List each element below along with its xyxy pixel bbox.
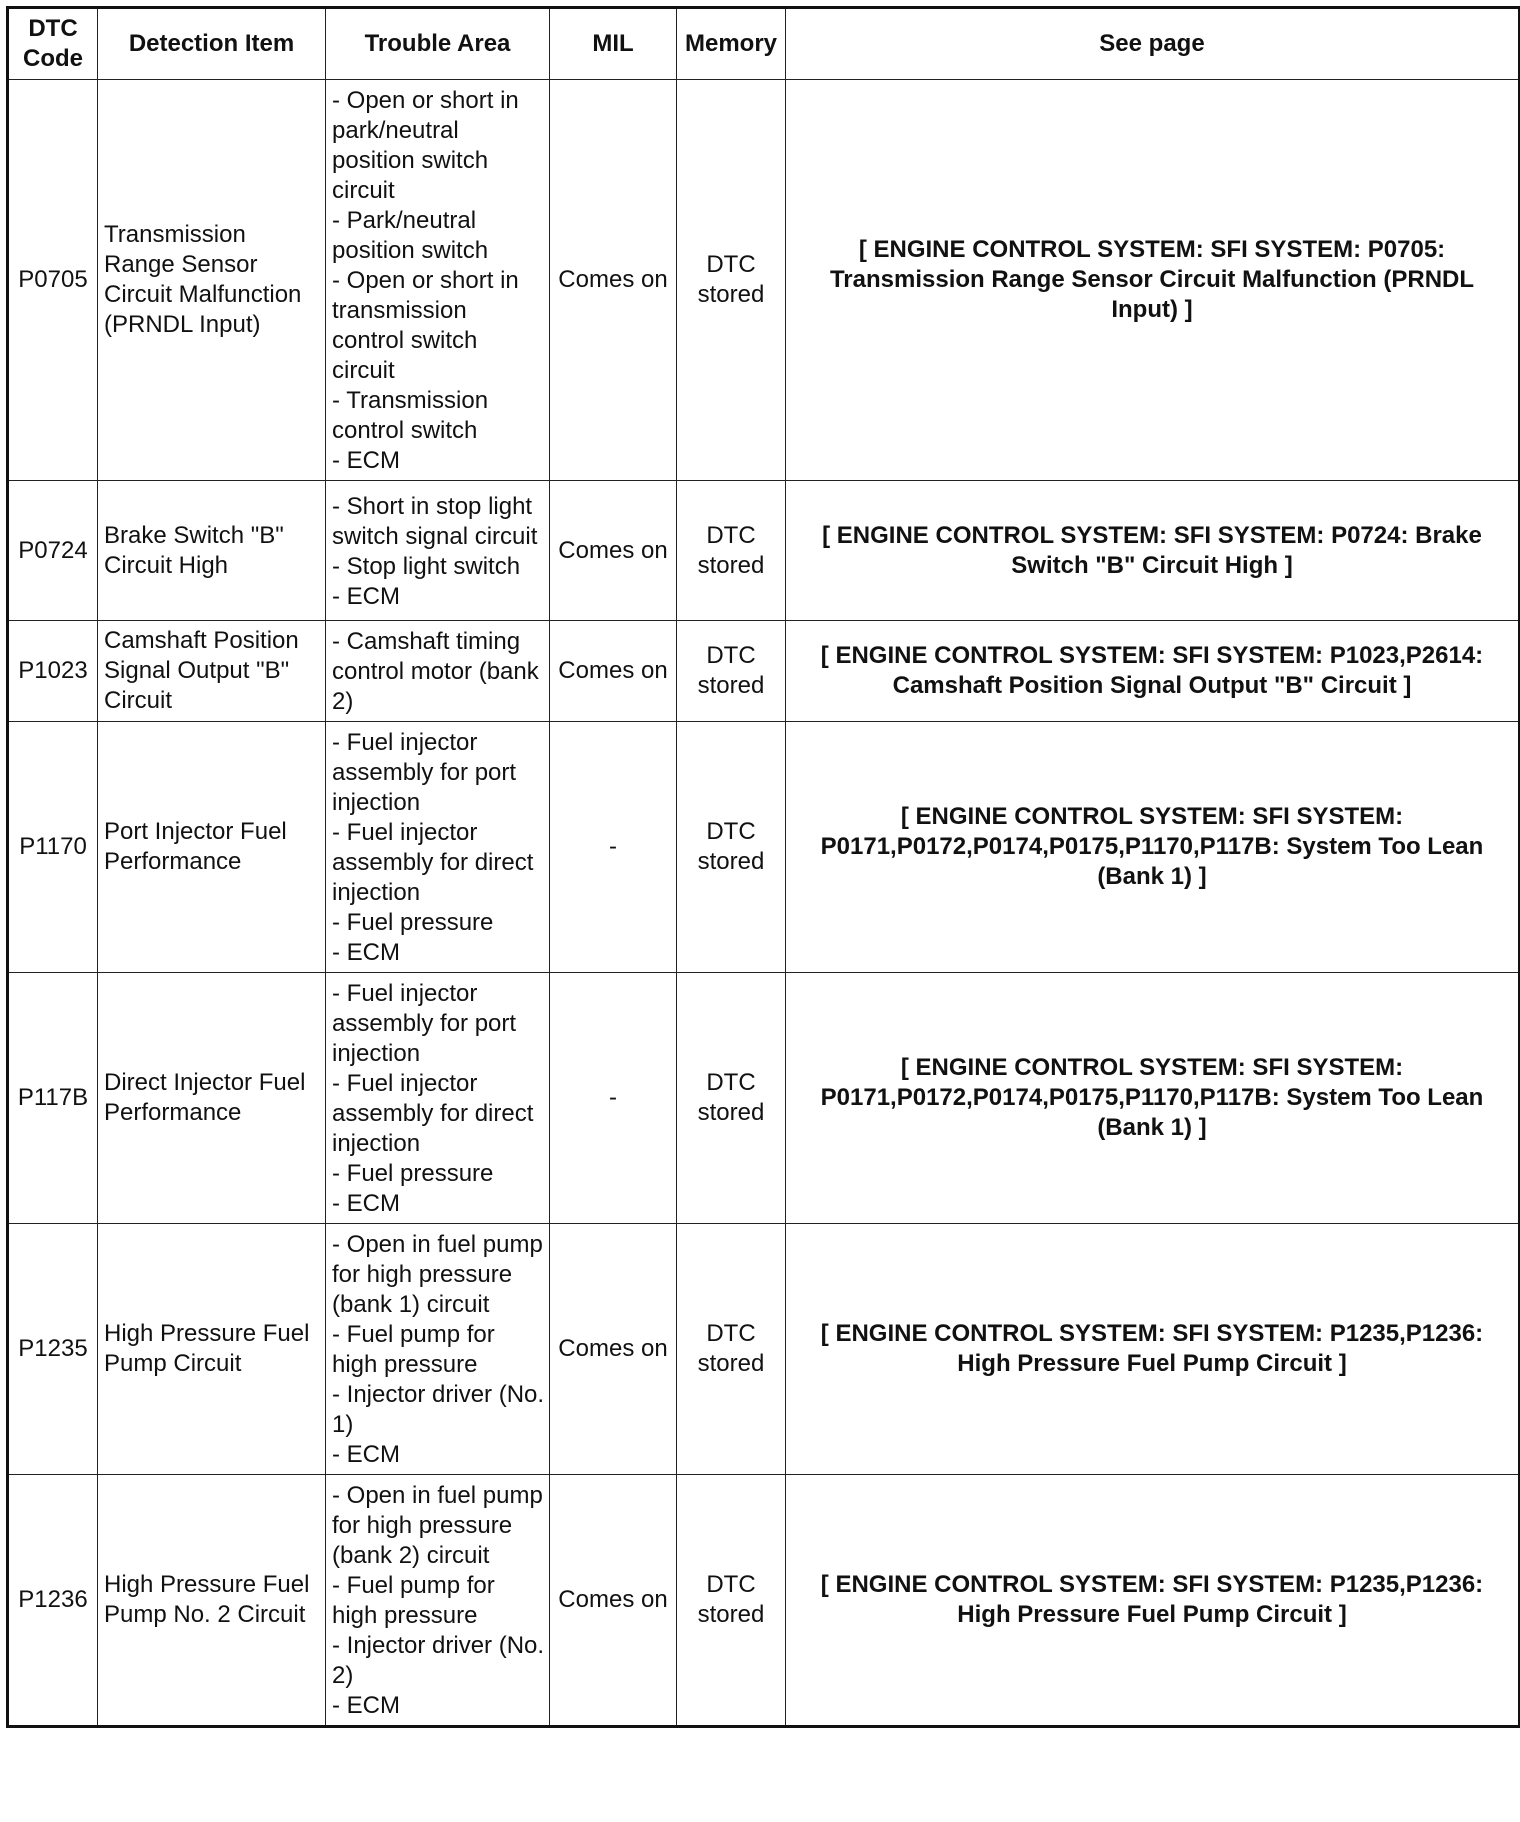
memory-cell: DTC stored	[677, 80, 786, 481]
table-row	[8, 722, 1520, 973]
dtc-code-cell: P1236	[8, 1475, 98, 1727]
trouble-area-cell: - Open in fuel pump for high pressure (bank 2) circuit - Fuel pump for high pressure - Injector driver (No. 2) - ECM	[326, 1475, 550, 1727]
table-row	[8, 621, 1520, 722]
see-page-link[interactable]: [ ENGINE CONTROL SYSTEM: SFI SYSTEM: P0705: Transmission Range Sensor Circuit Malfunction (PRNDL Input) ]	[786, 80, 1520, 481]
dtc-table	[6, 6, 1520, 1728]
see-page-link[interactable]: [ ENGINE CONTROL SYSTEM: SFI SYSTEM: P1235,P1236: High Pressure Fuel Pump Circuit ]	[786, 1224, 1520, 1475]
detection-item-cell: High Pressure Fuel Pump Circuit	[98, 1224, 326, 1475]
document-page	[6, 6, 1520, 1728]
detection-item-cell: Camshaft Position Signal Output "B" Circuit	[98, 621, 326, 722]
table-row	[8, 80, 1520, 481]
dtc-code-cell: P0705	[8, 80, 98, 481]
detection-item-cell: Port Injector Fuel Performance	[98, 722, 326, 973]
header-detection-item: Detection Item	[98, 8, 326, 80]
table-row	[8, 481, 1520, 621]
dtc-code-cell: P1023	[8, 621, 98, 722]
memory-cell: DTC stored	[677, 973, 786, 1224]
detection-item-cell: Brake Switch "B" Circuit High	[98, 481, 326, 621]
memory-cell: DTC stored	[677, 481, 786, 621]
header-mil: MIL	[550, 8, 677, 80]
detection-item-cell: High Pressure Fuel Pump No. 2 Circuit	[98, 1475, 326, 1727]
table-row	[8, 973, 1520, 1224]
see-page-link[interactable]: [ ENGINE CONTROL SYSTEM: SFI SYSTEM: P1023,P2614: Camshaft Position Signal Output "B" Circuit ]	[786, 621, 1520, 722]
table-header	[8, 8, 1520, 80]
trouble-area-cell: - Open in fuel pump for high pressure (bank 1) circuit - Fuel pump for high pressure - Injector driver (No. 1) - ECM	[326, 1224, 550, 1475]
trouble-area-cell: - Open or short in park/neutral position switch circuit - Park/neutral position switch - Open or short in transmission control switch circuit - Transmission control switch - ECM	[326, 80, 550, 481]
table-row	[8, 1475, 1520, 1727]
trouble-area-cell: - Camshaft timing control motor (bank 2)	[326, 621, 550, 722]
memory-cell: DTC stored	[677, 1224, 786, 1475]
header-memory: Memory	[677, 8, 786, 80]
see-page-link[interactable]: [ ENGINE CONTROL SYSTEM: SFI SYSTEM: P1235,P1236: High Pressure Fuel Pump Circuit ]	[786, 1475, 1520, 1727]
memory-cell: DTC stored	[677, 722, 786, 973]
mil-cell: -	[550, 722, 677, 973]
detection-item-cell: Direct Injector Fuel Performance	[98, 973, 326, 1224]
header-trouble-area: Trouble Area	[326, 8, 550, 80]
see-page-link[interactable]: [ ENGINE CONTROL SYSTEM: SFI SYSTEM: P0171,P0172,P0174,P0175,P1170,P117B: System Too Lean (Bank 1) ]	[786, 722, 1520, 973]
mil-cell: Comes on	[550, 80, 677, 481]
see-page-link[interactable]: [ ENGINE CONTROL SYSTEM: SFI SYSTEM: P0724: Brake Switch "B" Circuit High ]	[786, 481, 1520, 621]
mil-cell: Comes on	[550, 621, 677, 722]
mil-cell: Comes on	[550, 1475, 677, 1727]
see-page-link[interactable]: [ ENGINE CONTROL SYSTEM: SFI SYSTEM: P0171,P0172,P0174,P0175,P1170,P117B: System Too Lean (Bank 1) ]	[786, 973, 1520, 1224]
mil-cell: -	[550, 973, 677, 1224]
table-body	[8, 80, 1520, 1727]
detection-item-cell: Transmission Range Sensor Circuit Malfunction (PRNDL Input)	[98, 80, 326, 481]
header-see-page: See page	[786, 8, 1520, 80]
header-row	[8, 8, 1520, 80]
memory-cell: DTC stored	[677, 621, 786, 722]
dtc-code-cell: P1235	[8, 1224, 98, 1475]
trouble-area-cell: - Fuel injector assembly for port injection - Fuel injector assembly for direct injection - Fuel pressure - ECM	[326, 722, 550, 973]
table-row	[8, 1224, 1520, 1475]
header-dtc-code: DTC Code	[8, 8, 98, 80]
dtc-code-cell: P1170	[8, 722, 98, 973]
trouble-area-cell: - Short in stop light switch signal circuit - Stop light switch - ECM	[326, 481, 550, 621]
memory-cell: DTC stored	[677, 1475, 786, 1727]
dtc-code-cell: P117B	[8, 973, 98, 1224]
mil-cell: Comes on	[550, 481, 677, 621]
dtc-code-cell: P0724	[8, 481, 98, 621]
trouble-area-cell: - Fuel injector assembly for port injection - Fuel injector assembly for direct injection - Fuel pressure - ECM	[326, 973, 550, 1224]
mil-cell: Comes on	[550, 1224, 677, 1475]
